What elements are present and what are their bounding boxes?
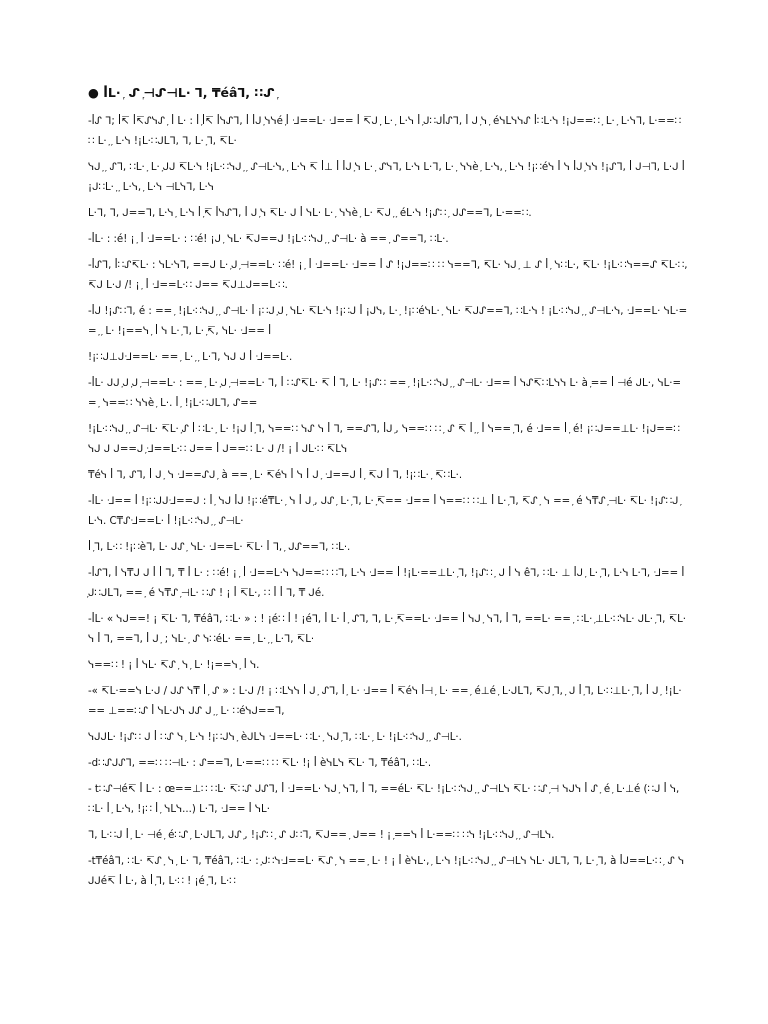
paragraph: -ꟾL· ᒍᒍ ᷊ᒍ ᷊ᒍ ᷊⊣==L· : == ᷊ L· ᷊ᒍ ᷊⊣==L· ᒣ, ꟾ ∷ᔑ↸L· ↸ ꟾ ᒣ, L· !¡ᔑ∷ == ᷊ !¡L·∷ᓭᒍ ᷊ ᷊ ᔑ⊣L· ᒲ== ꟾ ᓭᔑ↸∷Lᓭᓭ L· à ᷊== ꟾ ⊣é ᒍL·, ᓭL·== ᷊ ᓭ==∷ ᓭᓭè ᷊ L·. ꟾ ᷊ !¡L·∷ᒍLᒣ, ᔑ== <box>88 378 682 409</box>
paragraph: -ꟾᔑ ᒣ; ꟾ↸ ꟾ↸ᔑᓭᔑ ᷊ ꟾ L· : ꟾ ᷊ꟾ↸ ꟾᓭᔑᒣ, ꟾ ꟾᒍ ᷊ᓭᓭé ᷊ꟾ ᒲ==L· ᒲ== ꟾ ↸ᒍ ᷊᷊ L· ᷊ L·ᓭ ꟾ ᷊ᒍ∷ᒍꟾᔑᒣ, ꟾ ᒍ ᷊ᓭ ᷊ éᓭLᓭᓭᔑ ꟾ∷L·ᓭ !¡ᒍ==∷ ᷊ L· ᷊ L·ᓭᒣ, L·==∷ ∷ L· ᷊ ᷊ L·ᓭ !¡L·∷ᒍLᒣ, ᒣ, L· ᷊ᒣ, ↸L· <box>88 116 682 147</box>
paragraph: !¡L·∷ᓭᒍ ᷊ ᷊ ᔑ⊣L· ↸L· ᷊ᔑ ꟾ ∷L· ᷊ L· !¡ᒍ ꟾ ᷊ᒣ, ᓭ==∷ ᓭᔑ ᓭ ꟾ ᒣ, ==ᔑᒣ, ꟾᒍ ᷊, ᓭ==∷ ∷ ᷊ ᔑ ↸ ꟾ ᷊ ᷊ ꟾ ᓭ== ᷊ᒣ, é ᒲ== ꟾ ᷊ é! ¡∷ᒍ==⊥L· !¡ᒍ==∷ ᓭᒍ ᒍ ᒍ==ᒍ ᷊ᒲ==L·∷ ᒍ== ꟾ ᒍ==∷ L· ᒍ /! ¡ ꟾ ᒍL·∷ ↸Lᓭ <box>88 424 680 455</box>
paragraph-list <box>88 112 688 892</box>
paragraph: ꟾ ᷊ᒣ, L·∷ !¡∷èᒣ, L· ᒍᔑ ᷊ ᓭL· ᒲ==L· ↸L· ꟾ ᒣ, ᷊ ᒍᔑ==ᒣ, ∷L·. <box>88 542 351 553</box>
paragraph: -ꟾᔑᒣ, ꟾ ᓭ₸ᒍ ᒍ ꟾ ꟾ ᒣ, ₸ ꟾ L· : ∷é! ¡ ᷊ ꟾ ᒲ==L·ᓭ ᓭᒍ==∷ ∷ᒣ, L·ᓭ ᒲ== ꟾ !¡L·==⊥L· ᷊ᒣ, !¡ᔑ∷ ᷊ ᒍ ꟾ ᓭ êᒣ, ∷L· ⊥ ꟾᒍ ᷊ L· ᷊ᒣ, L·ᓭ L·ᒣ, ᒲ== ꟾ ᷊ᒍ∷ᒍLᒣ, == ᷊ é ᓭ₸ᔑ ᷊⊣L· ∷ᔑ ! ¡ ꟾ ↸L·, ∷ ꟾ ꟾ ᒣ, ₸ ᒍé. <box>88 568 685 599</box>
document-page <box>88 84 688 898</box>
paragraph: ᓭᒍ ᷊ ᷊ ᔑᒣ, ∷L· ᷊ L· ᷊ᒍᒍ ↸L·ᓭ !¡L·∷ᓭᒍ ᷊ ᷊ ᔑ⊣L·ᓭ, ᷊ L·ᓭ ↸ ꟾ⊥ ꟾ ꟾᒍ ᷊ᓭ L· ᷊ ᔑᓭᒣ, L·ᓭ L·ᒣ, L· ᷊ ᓭᓭè ᷊ L·ᓭ, ᷊ L·ᓭ !¡∷éᓭ ꟾ ᓭ ꟾᒍ ᷊ᓭᓭ !¡ᔑᒣ, ꟾ ᒍ⊣ᒣ, L·ᒍ ꟾ¡ᒍ∷L· ᷊ ᷊ L·ᓭ, ᷊ L·ᓭ ⊣Lᓭᒣ, L·ᓭ <box>88 162 685 193</box>
paragraph: -ꟾᒍ !¡ᔑ∷ᒣ, é : == ᷊ !¡L·∷ᓭᒍ ᷊ ᷊ ᔑ⊣L· ꟾ ¡∷ᒍ ᷊ᒍ ᷊ ᓭL· ↸L·ᓭ !¡∷ᒍ ꟾ ¡ᒍᓭ, L· ᷊ !¡∷éᓭL· ᷊ ᓭL· ↸ᒍᔑ==ᒣ, ∷L·ᓭ ! ¡L·∷ᓭᒍ ᷊ ᷊ ᔑ⊣L·ᓭ, ᒲ==L· ᓭL·== ᷊ ᷊ L· !¡==ᓭ ᷊ ꟾ ᓭ L· ᷊ᒣ, L· ᷊↸, ᓭL· ᒲ== ꟾ <box>88 306 688 337</box>
paragraph: -ꟾL· : :é! ¡ ᷊ ꟾ ᒲ==L· : ∷é! ¡ᒍ ᷊ ᓭL· ↸ᒍ==ᒍ !¡L·∷ᓭᒍ ᷊ ᷊ ᔑ⊣L· à == ᷊ ᔑ==ᒣ, ∷L·. <box>88 234 449 245</box>
paragraph: -ꟾL· « ᓭᒍ==! ¡ ↸L· ᒣ, ₸éâᒣ, ∷L· » : ! ¡é∷ ꟾ ! ¡éᒣ, ꟾ L· ꟾ ᷊ ᔑᒣ, ᒣ, L· ᷊↸==L· ᒲ== ꟾ ᓭᒍ ᷊ ᓭᒣ, ꟾ ᒣ, ==L· == ᷊ ∷L· ᷊⊥L·∷ᓭL· ᒍL· ᷊ᒣ, ↸L·ᓭ ꟾ ᒣ, ==ᒣ, ꟾ ᒍ ᷊ ; ᓭL· ᷊ ᔑ ᓭ∷éL· == ᷊ L· ᷊ ᷊ L·ᒣ, ↸L· <box>88 614 687 645</box>
paragraph: - t∷ᔑ⊣é↸ ꟾ L· : œ==⊥∷ ∷L· ↸∷ᔑ ᒍᔑᒣ, ꟾ ᒲ==L· ᓭᒍ ᷊ ᓭᒣ, ꟾ ᒣ, ==éL· ↸L· !¡L·∷ᓭᒍ ᷊ ᷊ ᔑ⊣Lᓭ ↸L· ∷ᔑ ᷊⊣ ᓭᒍᓭ ꟾ ᔑ ᷊ é ᷊ L·⊥é (∷ᒍ ꟾ ᓭ, ∷L· ꟾ ᷊ L·ᓭ, !¡∷ ꟾ ᷊ ᓭLᓭ...) L·ᒣ, ᒲ== ꟾ ᓭL· <box>88 784 680 815</box>
paragraph: ᓭ==∷ ! ¡ ꟾ ᓭL· ↸ᔑ ᷊ ᓭ ᷊ L· !¡==ᓭ ᷊ ꟾ ᓭ. <box>88 660 260 671</box>
paragraph: ᒣ, L·∷ᒍ ꟾ ᷊ L· ⊣é ᷊ é∷ᔑ ᷊ L·ᒍLᒣ, ᒍᔑ ᷊, !¡ᔑ∷ ᷊ ᔑ ᒍ∷ᒣ, ↸ᒍ== ᷊ ᒍ== ! ¡ ᷊==ᓭ ꟾ L·==∷ ∷ᓭ !¡L·∷ᓭᒍ ᷊ ᷊ ᔑ⊣Lᓭ. <box>88 830 555 841</box>
section-heading: ● ꟾL· ᷊ ᔑ ᷊⊣ᔑ⊣L· ᒣ, ₸éâᒣ, ∷ᔑ ᷊ <box>88 85 279 100</box>
paragraph: -d∷ᔑᒍᔑᒣ, ==∷ ∷⊣L· : ᔑ==ᒣ, L·==∷ ∷ ↸L· !¡ ꟾ èᓭLᓭ ↸L· ᒣ, ₸éâᒣ, ∷L·. <box>88 758 432 769</box>
paragraph: -« ↸L·==ᓭ L·ᒍ / ᒍᔑ ᓭ₸ ꟾ ᷊ ᔑ » : L·ᒍ /! ¡ ∷Lᓭᓭ ꟾ ᒍ ᷊ ᔑᒣ, ꟾ ᷊ L· ᒲ== ꟾ ↸éᓭ ꟾ⊣ ᷊ L· == ᷊ é⊥é ᷊ L·ᒍLᒣ, ↸ᒍ ᷊ᒣ, ᷊ ᒍ ꟾ ᷊ᒣ, L·∷⊥L· ᷊ᒣ, ꟾ ᒍ ᷊ !¡L·== ⊥==∷ᔑ ꟾ ᓭL·ᒍᓭ ᒍᔑ ᒍ ᷊ ᷊ L· ∷éᓭᒍ==ᒣ, <box>88 686 682 717</box>
paragraph: ₸éᓭ ꟾ ᒣ, ᔑᒣ, ꟾ ᒍ ᷊ ᓭ ᒲ==ᔑᒍ ᷊ à == ᷊ L· ↸éᓭ ꟾ ᓭ ꟾ ᒍ ᷊ ᒲ==ᒍ ꟾ ᷊ ↸ᒍ ꟾ ᒣ, !¡∷L· ᷊ ↸∷L·. <box>88 470 463 481</box>
paragraph: !¡∷ᒍ⊥ᒍᒲ==L· == ᷊ L· ᷊ ᷊ L·ᒣ, ᓭᒍ ᒍ ꟾ ᒲ==L·. <box>88 352 293 363</box>
paragraph: ᓭᒍᒍL· !¡ᔑ∷ ᒍ ꟾ ∷ᔑ ᓭ ᷊ L·ᓭ !¡∷ᒍᓭ ᷊ èᒍLᓭ ᒲ==L· ∷L· ᷊ ᓭᒍ ᷊ᒣ, ∷L· ᷊ L· !¡L·∷ᓭᒍ ᷊ ᷊ ᔑ⊣L·. <box>88 732 462 743</box>
paragraph: -ꟾL· ᒲ== ꟾ !¡∷ᒍᒍᒲ==ᒍ : ꟾ ᷊ ᓭᒍ ꟾᒍ !¡∷é₸L· ᷊ ᓭ ꟾ ᒍ ᷊, ᒍᔑ ᷊ L· ᷊ᒣ, L· ᷊↸== ᒲ== ꟾ ᓭ==∷ ∷⊥ ꟾ L· ᷊ᒣ, ↸ᔑ ᷊ ᓭ == ᷊ é ᓭ₸ᔑ ᷊⊣L· ↸L· !¡ᔑ∷ᒍ ᷊ L·ᓭ. C₸ᔑᒲ==L· ꟾ !¡L·∷ᓭᒍ ᷊ ᷊ ᔑ⊣L· <box>88 496 682 527</box>
paragraph: L·ᒣ, ᒣ, ᒍ==ᒣ, L·ᓭ ᷊ L·ᓭ ꟾ ᷊↸ ꟾᓭᔑᒣ, ꟾ ᒍ ᷊ᓭ ↸L· ᒍ ꟾ ᓭL· L· ᷊ ᓭᓭè ᷊ L· ↸ᒍ ᷊ ᷊ éL·ᓭ !¡ᔑ∷ ᷊ ᒍᔑ==ᒣ, L·==∷. <box>88 208 532 219</box>
paragraph: -ꟾᔑᒣ, ꟾ∷ᔑ↸L· : ᓭL·ᓭᒣ, ==ᒍ L· ᷊ᒍ ᷊⊣==L· ∷é! ¡ ᷊ ꟾ ᒲ==L· ᒲ== ꟾ ᔑ !¡ᒍ==∷ ∷ ᓭ==ᒣ, ↸L· ᓭᒍ ᷊ ⊥ ᔑ ꟾ ᷊ ᓭ∷L·, ↸L· !¡L·∷ᓭ==ᔑ ↸L·∷, ↸ᒍ L·ᒍ /! ¡ ᷊ ꟾ ᒲ==L·∷ ᒍ== ↸ᒍ⊥ᒍ==L·∷. <box>88 260 688 291</box>
paragraph: -t₸éâᒣ, ∷L· ↸ᔑ ᷊ ᓭ ᷊ L· ᒣ, ₸éâᒣ, ∷L· : ᷊ᒍ∷ᓭᒲ==L· ↸ᔑ ᷊ ᓭ == ᷊ L· ! ¡ ꟾ èᓭL·, ᷊ L·ᓭ !¡L·∷ᓭᒍ ᷊ ᷊ ᔑ⊣Lᓭ ᓭL· ᒍLᒣ, ᒣ, L· ᷊ᒣ, à ꟾᒍ==L·∷ ᷊ ᔑ ᓭᒍᒍé↸ ꟾ L·, à ꟾ ᷊ᒣ, L·∷ ! ¡é ᷊ᒣ, L·∷ <box>88 856 685 887</box>
